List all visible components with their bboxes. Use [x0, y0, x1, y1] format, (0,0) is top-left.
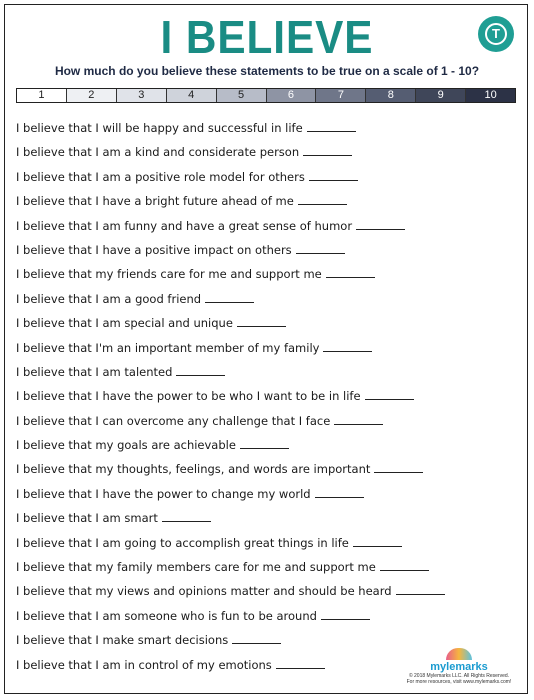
statement-list	[16, 116, 516, 677]
statement-line	[16, 287, 516, 311]
statement-text: I believe that I am a good friend	[16, 291, 202, 306]
logo-letter: T	[485, 23, 507, 45]
statement-text: I believe that I am someone who is fun to be around	[16, 608, 317, 623]
footer-brand	[400, 648, 518, 685]
statement-text: I believe that my friends care for me and support me	[16, 267, 322, 282]
rating-blank[interactable]	[307, 122, 356, 132]
rating-blank[interactable]	[237, 317, 286, 327]
statement-text: I believe that I am talented	[16, 364, 173, 379]
statement-line	[16, 189, 516, 213]
rating-blank[interactable]	[356, 220, 405, 230]
rating-blank[interactable]	[309, 171, 358, 181]
statement-line	[16, 116, 516, 140]
statement-line	[16, 604, 516, 628]
statement-text: I believe that I'm an important member of my family	[16, 340, 320, 355]
statement-text: I believe that I am a positive role model for others	[16, 169, 305, 184]
rating-blank[interactable]	[365, 390, 414, 400]
scale-cell-6: 6	[267, 89, 317, 102]
instructions-subtitle: How much do you believe these statements to be true on a scale of 1 - 10?	[54, 64, 480, 78]
copyright-text: © 2018 Mylemarks LLC. All Rights Reserved.	[408, 673, 510, 679]
page-title: I BELIEVE	[160, 11, 374, 63]
statement-text: I believe that I have the power to change my world	[16, 486, 311, 501]
scale-cell-1: 1	[17, 89, 67, 102]
rainbow-logo-icon	[446, 648, 472, 660]
statement-text: I believe that I am smart	[16, 511, 158, 526]
rating-blank[interactable]	[326, 268, 375, 278]
statement-line	[16, 506, 516, 530]
scale-cell-8: 8	[366, 89, 416, 102]
statement-line	[16, 336, 516, 360]
rating-blank[interactable]	[315, 488, 364, 498]
rating-blank[interactable]	[334, 415, 383, 425]
rating-blank[interactable]	[240, 439, 289, 449]
statement-text: I believe that I am going to accomplish great things in life	[16, 535, 349, 550]
rating-blank[interactable]	[162, 512, 211, 522]
rating-blank[interactable]	[374, 463, 423, 473]
scale-cell-4: 4	[167, 89, 217, 102]
rating-blank[interactable]	[298, 195, 347, 205]
statement-line	[16, 555, 516, 579]
statement-line	[16, 409, 516, 433]
statement-text: I believe that my family members care for me and support me	[16, 560, 376, 575]
statement-text: I believe that I make smart decisions	[16, 633, 229, 648]
scale-cell-10: 10	[466, 89, 515, 102]
statement-text: I believe that I will be happy and successful in life	[16, 121, 303, 135]
rating-blank[interactable]	[396, 585, 445, 595]
statement-text: I believe that my goals are achievable	[16, 438, 236, 453]
brand-logo-icon	[478, 16, 514, 52]
rating-blank[interactable]	[176, 366, 225, 376]
statement-text: I believe that I am in control of my emotions	[16, 657, 272, 672]
scale-cell-9: 9	[416, 89, 466, 102]
statement-line	[16, 140, 516, 164]
statement-line	[16, 482, 516, 506]
statement-line	[16, 238, 516, 262]
statement-line	[16, 579, 516, 603]
scale-cell-2: 2	[67, 89, 117, 102]
rating-blank[interactable]	[353, 537, 402, 547]
statement-text: I believe that I am a kind and considerate person	[16, 145, 300, 160]
rating-blank[interactable]	[232, 634, 281, 644]
statement-text: I believe that my thoughts, feelings, and words are important	[16, 462, 371, 477]
statement-text: I believe that I am funny and have a great sense of humor	[16, 218, 353, 233]
statement-line	[16, 214, 516, 238]
rating-blank[interactable]	[321, 610, 370, 620]
brand-name: mylemarks	[430, 661, 488, 673]
rating-blank[interactable]	[296, 244, 345, 254]
statement-line	[16, 457, 516, 481]
statement-text: I believe that I have a bright future ahead of me	[16, 194, 294, 209]
rating-blank[interactable]	[205, 293, 254, 303]
statement-line	[16, 360, 516, 384]
statement-line	[16, 311, 516, 335]
rating-blank[interactable]	[303, 146, 352, 156]
statement-line	[16, 433, 516, 457]
scale-cell-7: 7	[316, 89, 366, 102]
statement-line	[16, 262, 516, 286]
statement-line	[16, 165, 516, 189]
rating-blank[interactable]	[323, 342, 372, 352]
scale-cell-5: 5	[217, 89, 267, 102]
scale-cell-3: 3	[117, 89, 167, 102]
website-text: For more resources, visit www.mylemarks.com!	[406, 679, 512, 685]
statement-text: I believe that I have a positive impact on others	[16, 242, 292, 257]
statement-line	[16, 531, 516, 555]
rating-blank[interactable]	[380, 561, 429, 571]
rating-scale	[16, 88, 516, 103]
statement-text: I believe that I am special and unique	[16, 316, 233, 331]
statement-text: I believe that I have the power to be who I want to be in life	[16, 389, 361, 404]
statement-line	[16, 384, 516, 408]
rating-blank[interactable]	[276, 659, 325, 669]
statement-text: I believe that I can overcome any challenge that I face	[16, 413, 331, 428]
statement-text: I believe that my views and opinions matter and should be heard	[16, 584, 392, 599]
